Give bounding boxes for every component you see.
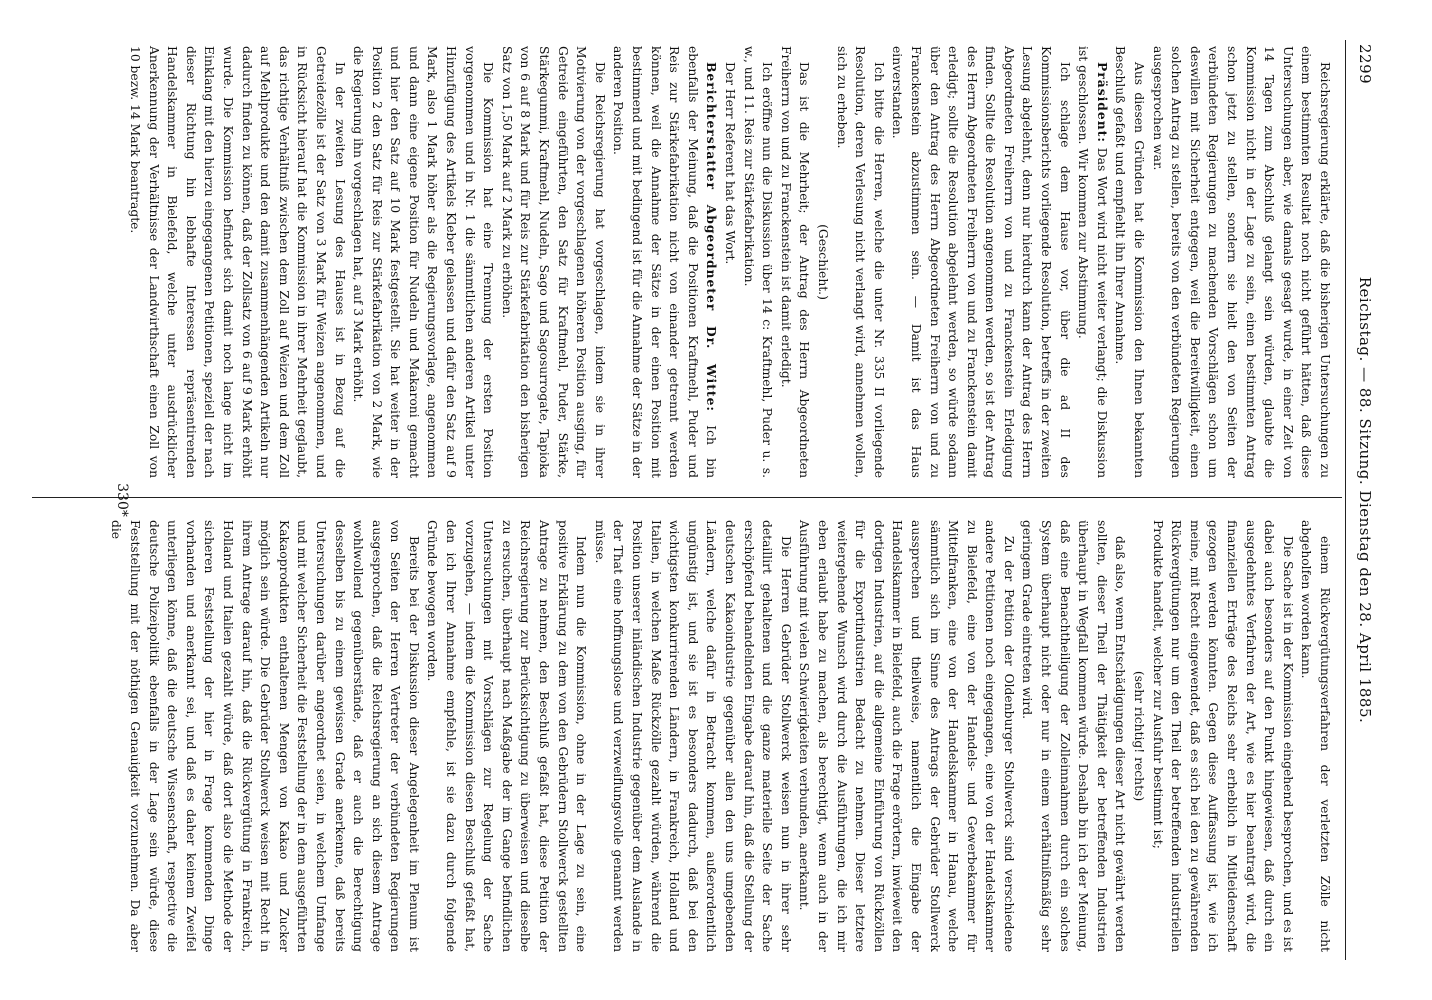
paragraph bbox=[1297, 520, 1334, 952]
paragraph-text: Zu der Petition der Oldenburger Stollwerck sind verschiedene andere Petitionen noch eingegangen, eine von der Handelskammer zu Bielefeld, eine von der Handels- und Gewerbekammer für Mittelfranken, eine von der Handelskammer in Hanau, welche sämmtlich sich im Sinne des Antrags der Gebrüder Stollwerck aussprechen und theilweise, namentlich die Eingabe der Handelskammer in Bielefeld, auch die Frage erörtern, inwieweit den dortigen Industrien, auf die allgemeine Einführung von Rückzöllen für die Exportindustrien Bedacht zu nehmen. Dieser letztere weitergehende Wunsch wird durch die Ausführungen, die ich mir eben erlaubt habe zu machen, als berechtigt, wenn auch in der Ausführung mit vielen Schwierigkeiten verbunden, anerkannt. bbox=[797, 520, 1016, 952]
page-signature: 330* bbox=[114, 483, 130, 517]
running-header bbox=[1350, 44, 1374, 956]
paragraph-text: (sehr richtig! rechts) bbox=[1132, 670, 1147, 802]
paragraph-text: Indem nun die Kommission, ohne in der Lage zu sein, eine positive Erklärung zu dem von den Gebrüdern Stollwerck gestellten Antrage zu nehmen, den Beschluß gefaßt hat, diese Petition der Reichsregierung zur Berücksichtigung zu überweisen und dieselbe zu ersuchen, überhaupt nach Maßgabe der im Gange befindlichen Untersuchungen mit Vorschlägen zur Regelung der Sache vorzugehen, — indem die Kommission diesen Beschluß gefaßt hat, den ich Ihrer Annahme empfehle, ist sie dazu durch folgende Gründe bewogen worden. bbox=[425, 520, 589, 952]
paragraph bbox=[349, 46, 498, 478]
paragraph-text: Das ist die Mehrheit; der Antrag des Herrn Abgeordneten Freiherrn von und zu Franckenstein ist damit erledigt. bbox=[778, 46, 812, 478]
paragraph bbox=[739, 46, 776, 478]
paragraph bbox=[1148, 46, 1334, 478]
paragraph bbox=[107, 520, 423, 952]
header-page-number: 2299 bbox=[1356, 44, 1374, 85]
header-title: Reichstag. — 88. Sitzung. Dienstag den 28. April 1885. bbox=[1356, 276, 1374, 724]
paragraph bbox=[832, 46, 888, 478]
paragraph bbox=[497, 46, 609, 478]
paragraph bbox=[1111, 46, 1148, 478]
paragraph-text: Reichsregierung erklärte, daß die bisherigen Untersuchungen zu einem bestimmten Resultat noch nicht geführt hätten, daß diese Untersuchungen aber, wie damals gesagt wurde, in einer Zeit von 14 Tagen zum Abschluß gelangt sein würden, glaubte die Kommission nicht in der Lage zu sein, einen bestimmten Antrag schon jetzt zu stellen, sondern sie hielt den von Seiten der verbündeten Regierungen zu machenden Vorschlägen schon um deswillen mit Sicherheit entgegen, weil die Bereitwilligkeit, einen solchen Antrag zu stellen, bereits von den verbündeten Regierungen ausgesprochen war. bbox=[1150, 46, 1332, 478]
paragraph bbox=[720, 46, 739, 478]
speaker-name: Präsident: bbox=[1094, 62, 1110, 143]
paragraph bbox=[776, 46, 813, 478]
paragraph bbox=[590, 520, 795, 952]
paragraph-text: Bereits bei der Diskussion dieser Angelegenheit im Plenum ist von Seiten der Herren Vertreter der verbündeten Regierungen ausgesprochen, daß die Reichsregierung an sich diesem Antrage wohlwollend gegenüberstände, daß er auch die Berechtigung desselben bis zu einem gewissen Grade anerkenne, daß bereits Untersuchungen darüber angeordnet seien, in welchem Umfange und mit welcher Sicherheit die Feststellung der in dem ausgeführten Kakaoprodukten enthaltenen Mengen von Kakao und Zucker möglich sein würde. Die Gebrüder Stollwerck weisen mit Recht in ihrem Antrage darauf hin, daß die Rückvergütung in Frankreich, Holland und Italien gezahlt würde, daß dort also die Methode der sicheren Feststellung der hier in Frage kommenden Dinge vorhanden und anerkannt sei, und daß es daher keinem Zweifel unterliegen könne, daß die deutsche Wissenschaft, respective die deutsche Polizeipolitik ebenfalls in der Lage sein würde, diese Feststellung mit der nöthigen Genauigkeit vorzunehmen. Da aber die bbox=[109, 520, 421, 952]
paragraph-text: Ich bin ebenfalls der Meinung, daß die Positionen Kraftmehl, Puder und Reis zur Stärkefabrikation nicht von einander getrennt werden können, weil die Annahme der Sätze in der einen Position mit bestimmend und mit bedingend ist für die Annahme der Sätze in der anderen Position. bbox=[611, 46, 719, 478]
column-divider bbox=[32, 497, 1342, 498]
paragraph-text: Das Wort wird nicht weiter verlangt; die Diskussion ist geschlossen. Wir kommen zur Abstimmung. bbox=[1076, 46, 1109, 478]
paragraph bbox=[423, 520, 590, 952]
speaker-name: Berichterstatter Abgeordneter Dr. Witte: bbox=[704, 62, 720, 412]
paragraph bbox=[888, 46, 1074, 478]
paragraph-text: Ich bitte die Herren, welche die unter Nr. 335 II vorliegende Resolution, deren Verlesung nicht verlangt wird, annehmen wollen, sich zu erheben. bbox=[834, 46, 886, 478]
paragraph-text: Ich schlage dem Hause vor, über die ad II des Kommissionsberichts vorliegende Resolution, betreffs in der zweiten Lesung abgelehnt, denn nur hierdurch kann der Antrag des Herrn Abgeordneten Freiherrn von und zu Franckenstein Erledigung finden. Sollte die Resolution angenommen werden, so ist der Antrag des Herrn Abgeordneten Freiherrn von und zu Franckenstein damit erledigt; sollte die Resolution abgelehnt werden, so würde sodann über den Antrag des Herrn Abgeordneten Freiherrn von und zu Franckenstein abzustimmen sein. — Damit ist das Haus einverstanden. bbox=[890, 46, 1072, 478]
header-rule bbox=[1345, 40, 1346, 960]
text-column-right bbox=[50, 520, 1334, 952]
stage-direction bbox=[813, 46, 832, 478]
stage-direction bbox=[1129, 520, 1148, 952]
text-column-left bbox=[128, 46, 1334, 478]
paragraph bbox=[1018, 520, 1130, 952]
paragraph-text: Der Herr Referent hat das Wort. bbox=[723, 62, 737, 265]
paragraph-text: Die Kommission hat eine Trennung der ersten Position vorgenommen und in Nr. 1 die sämmtlichen anderen Artikel unter Hinzufügung des Artikels Kleber gelassen und dafür den Satz auf 9 Mark, also 1 Mark höher als die Regierungsvorlage, angenommen und dann eine eigene Position für Nudeln und Makaroni gemacht und hier den Satz auf 10 Mark festgestellt. Sie hat weiter in der Position 2 den Satz für Reis zur Stärkefabrikation von 2 Mark, wie die Regierung ihn vorgeschlagen hat, auf 3 Mark erhöht. bbox=[351, 46, 496, 478]
paragraph-text: Aus diesen Gründen hat die Kommission den Ihnen bekannten Beschluß gefaßt und empfiehlt ihn Ihrer Annahme. bbox=[1113, 46, 1147, 478]
paragraph bbox=[1148, 520, 1297, 952]
paragraph-text: einem Rückvergütungsverfahren der verletzten Zölle nicht abgeholfen worden kann. bbox=[1299, 520, 1332, 952]
paragraph-text: In der zweiten Lesung des Hauses ist in Bezug auf die Getreidezölle ist der Satz von 3 Mark für Weizen angenommen, und in Rücksicht hierauf hat die Kommission in ihrer Mehrheit geglaubt, das richtige Verhältniß zwischen dem Zoll auf Weizen und dem Zoll auf Mehlprodukte und den damit zusammenhängenden Artikeln nur dadurch finden zu können, daß der Zollsatz von 6 auf 9 Mark erhöht wurde. Die Kommission befindet sich damit noch lange nicht im Einklang mit den hierzu eingegangenen Petitionen, speziell der nach dieser Richtung hin lebhafte Interessen repräsentirenden Handelskammer in Bielefeld, welche unter ausdrücklicher Anerkennung der Verhältnisse der Landwirthschaft einen Zoll von 10 bezw. 14 Mark beantragte. bbox=[128, 46, 347, 478]
paragraph-text: daß also, wenn Entschädigungen dieser Art nicht gewährt werden sollten, dieser Theil der Thätigkeit der betreffenden Industrien überhaupt in Wegfall kommen würde. Deshalb bin ich der Meinung, daß eine Benachtheiligung der Zolleinnahmen durch ein solches System überhaupt nicht oder nur in einem verhältnißmäßig sehr geringem Grade eintreten wird. bbox=[1020, 520, 1128, 952]
paragraph bbox=[125, 46, 348, 478]
paragraph bbox=[795, 520, 1018, 952]
paragraph-text: Die Sache ist in der Kommission eingehend besprochen, und es ist dabei auch besonders auf den Punkt hingewiesen, daß durch ein ausgedehntes Verfahren der Art, wie es hier beantragt wird, die finanziellen Erträge des Reichs sehr erheblich in Mitleidenschaft gezogen werden könnten. Gegen diese Auffassung ist, wie ich meine, mit Recht eingewendet, daß es sich bei den zu gewährenden Rückvergütungen nur um den Theil der betreffenden industriellen Produkte handelt, welcher zur Ausfuhr bestimmt ist; bbox=[1150, 520, 1295, 952]
paragraph-text: (Geschieht.) bbox=[815, 224, 830, 300]
paragraph bbox=[1074, 46, 1111, 478]
paragraph-text: Die Reichsregierung hat vorgeschlagen, indem sie in ihrer Motivierung von der vorgeschlagenen höheren Position ausging, für Getreide eingeführten, den Satz für Kraftmehl, Puder, Stärke, Stärkegummi, Kraftmehl, Nudeln, Sago und Sagosurrogate, Tapioka von 6 auf 8 Mark und für Reis zur Stärkefabrikation den bisherigen Satz von 1,50 Mark auf 2 Mark zu erhöhen. bbox=[499, 46, 607, 478]
paragraph bbox=[609, 46, 721, 478]
paragraph-text: Ich eröffne nun die Diskussion über 14 c: Kraftmehl, Puder u. s. w., und 11. Reis zur Stärkefabrikation. bbox=[741, 46, 775, 478]
paragraph-text: Die Herren Gebrüder Stollwerck weisen nun in ihrer sehr detaillirt gehaltenen und die ganze materielle Seite der Sache erschöpfend behandelnden Eingabe darauf hin, daß die Stellung der deutschen Kakaoindustrie gegenüber allen den uns umgebenden Ländern, welche dafür in Betracht kommen, außerordentlich ungünstig ist, und sie ist es besonders dadurch, daß bei den wichtigsten konkurrirenden Ländern, in Frankreich, Holland und Italien, in welchen Maße Rückzölle gezahlt würden, während die Position unserer inländischen Industrie gegenüber dem Auslande in der That eine hoffnungslose und verzweiflungsvolle genannt werden müsse. bbox=[592, 520, 793, 952]
